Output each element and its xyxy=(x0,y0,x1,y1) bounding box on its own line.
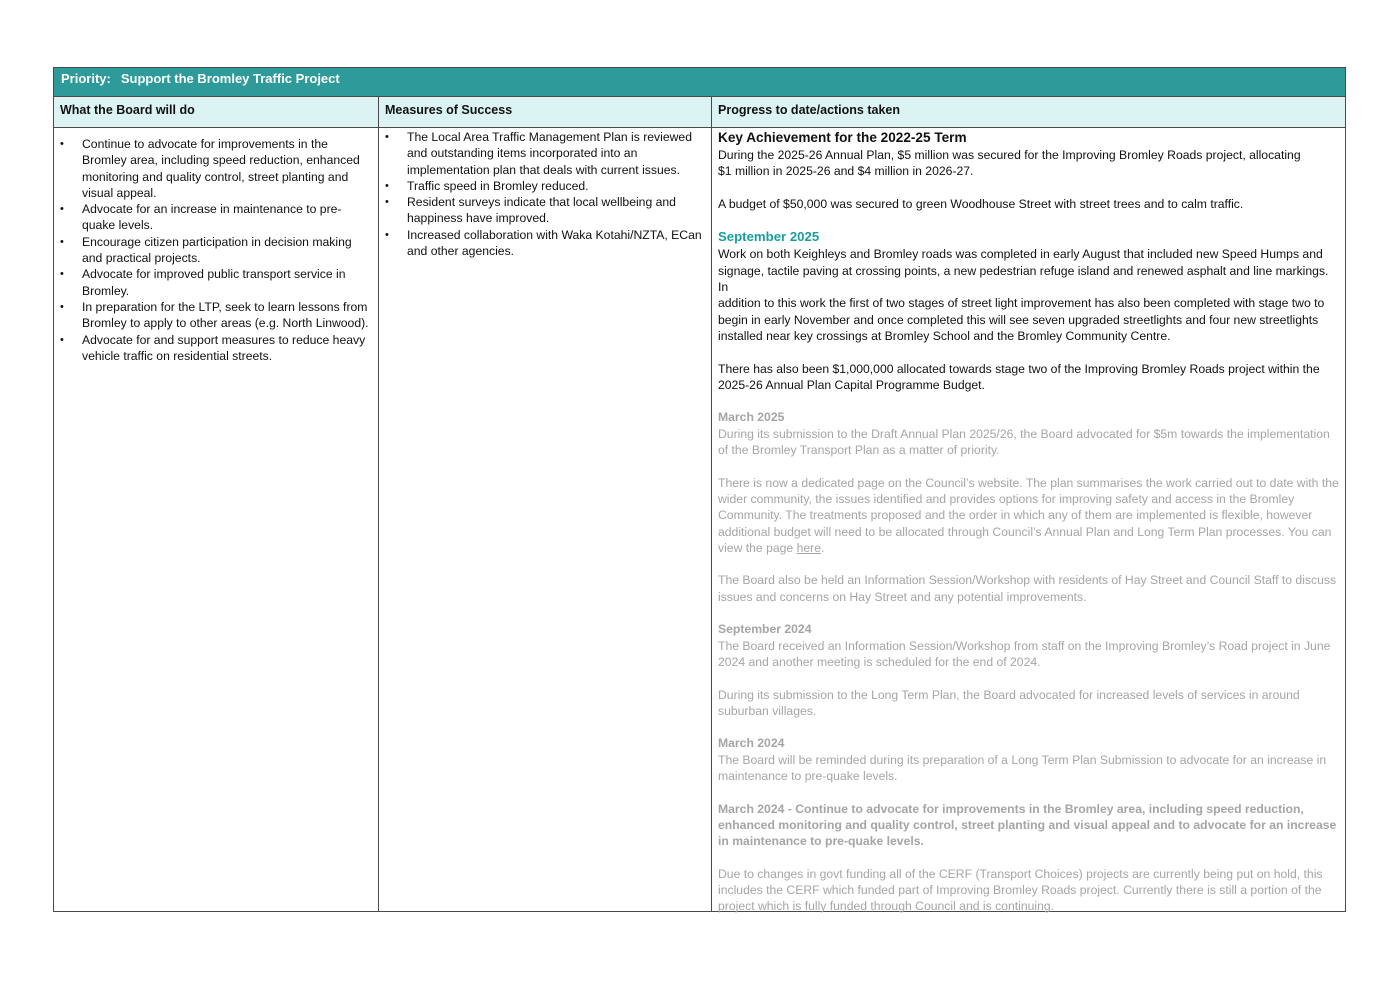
text-line: $1 million in 2025-26 and $4 million in 2026-27. xyxy=(718,164,974,179)
text-line: enhanced monitoring and quality control, street planting and visual appeal and to advocate for an increase xyxy=(718,817,1337,832)
text-line: view the page xyxy=(718,540,797,555)
text-line: signage, tactile paving at crossing points, a new pedestrian refuge island and renewed asphalt and line markings. In xyxy=(718,263,1329,295)
measures-list xyxy=(379,129,707,259)
key-achievement-text xyxy=(718,147,1339,180)
header-measures-of-success: Measures of Success xyxy=(379,97,712,127)
list-item: • Continue to advocate for improvements in the Bromley area, including speed reduction, enhanced monitoring and quality control, street planting and visual appeal. xyxy=(54,136,374,201)
list-item: • Resident surveys indicate that local wellbeing and happiness have improved. xyxy=(379,194,707,227)
text-line: There has also been $1,000,000 allocated towards stage two of the Improving Bromley Roads project within the xyxy=(718,361,1320,376)
board-actions-cell xyxy=(54,128,379,911)
header-what-board-will-do: What the Board will do xyxy=(54,97,379,127)
text-line: 2025-26 Annual Plan Capital Programme Budget. xyxy=(718,377,985,392)
council-website-text xyxy=(718,475,1339,556)
text-line: in maintenance to pre-quake levels. xyxy=(718,834,924,849)
text-line: begin in early November and once completed this will see seven upgraded streetlights and four new streetlights xyxy=(718,312,1319,327)
measures-cell xyxy=(379,128,712,911)
september-2024-text xyxy=(718,638,1339,671)
september-2024-heading: September 2024 xyxy=(718,622,812,637)
text-line: During its submission to the Long Term Plan, the Board advocated for increased levels of services in around xyxy=(718,687,1300,702)
long-term-plan-text xyxy=(718,687,1339,720)
september-2025-heading: September 2025 xyxy=(718,229,820,245)
march-2024-advocacy-text xyxy=(718,801,1339,850)
text-line: addition to this work the first of two stages of street light improvement has also been completed with stage two to xyxy=(718,296,1325,311)
list-item: • In preparation for the LTP, seek to learn lessons from Bromley to apply to other areas (e.g. North Linwood). xyxy=(54,299,374,332)
text-line: During its submission to the Draft Annual Plan 2025/26, the Board advocated for $5m towards the implementation xyxy=(718,426,1330,441)
previous-updates xyxy=(718,409,1339,914)
list-item: • Encourage citizen participation in decision making and practical projects. xyxy=(54,234,374,267)
table-body-row xyxy=(54,128,1345,914)
text-line: suburban villages. xyxy=(718,703,817,718)
text-line: issues and concerns on Hay Street and any potential improvements. xyxy=(718,589,1087,604)
text-line: 2024 and another meeting is scheduled for the end of 2024. xyxy=(718,654,1041,669)
hay-street-text xyxy=(718,572,1339,605)
list-item: • Advocate for and support measures to reduce heavy vehicle traffic on residential streets. xyxy=(54,332,374,365)
text-line: The Board will be reminded during its preparation of a Long Term Plan Submission to advocate for an increase in xyxy=(718,752,1327,767)
text-line: The Board received an Information Session/Workshop from staff on the Improving Bromley’s Road project in June xyxy=(718,638,1331,653)
text-line: additional budget will need to be allocated through Council’s Annual Plan and Long Term Plan processes. You can xyxy=(718,524,1332,539)
text-line: Due to changes in govt funding all of the CERF (Transport Choices) projects are currently being put on hold, this xyxy=(718,866,1323,881)
stage-two-funding-text xyxy=(718,361,1339,394)
cerf-funding-text xyxy=(718,866,1339,915)
text-line: wider community, the issues identified and provides options for improving safety and access in the Bromley xyxy=(718,491,1295,506)
september-2025-text xyxy=(718,246,1339,344)
woodhouse-street-text: A budget of $50,000 was secured to green Woodhouse Street with street trees and to calm traffic. xyxy=(718,196,1244,211)
text-line: Community. The treatments proposed and the order in which any of them are implemented is flexible, however xyxy=(718,508,1313,523)
text-line: maintenance to pre-quake levels. xyxy=(718,768,898,783)
progress-cell xyxy=(712,128,1345,914)
text-line: There is now a dedicated page on the Council’s website. The plan summarises the work carried out to date with the xyxy=(718,475,1339,490)
list-item: • The Local Area Traffic Management Plan is reviewed and outstanding items incorporated into an implementation plan that deals with current issues. xyxy=(379,129,707,178)
list-item: • Traffic speed in Bromley reduced. xyxy=(379,178,707,194)
list-item: • Advocate for improved public transport service in Bromley. xyxy=(54,266,374,299)
header-progress: Progress to date/actions taken xyxy=(718,103,901,117)
text-line: includes the CERF which funded part of Improving Bromley Roads project. Currently there is still a portion of the xyxy=(718,883,1322,898)
march-2025-text xyxy=(718,426,1339,459)
priority-banner xyxy=(54,68,1345,97)
text-line: . xyxy=(821,540,825,555)
key-achievement-heading: Key Achievement for the 2022-25 Term xyxy=(718,130,967,145)
text-line: installed near key crossings at Bromley School and the Bromley Community Centre. xyxy=(718,328,1171,343)
priority-table xyxy=(53,67,1346,912)
march-2025-heading: March 2025 xyxy=(718,410,785,425)
board-actions-list xyxy=(54,136,374,364)
list-item: • Increased collaboration with Waka Kotahi/NZTA, ECan and other agencies. xyxy=(379,227,707,260)
text-line: Work on both Keighleys and Bromley roads was completed in early August that included new Speed Humps and xyxy=(718,247,1323,262)
priority-label: Priority: xyxy=(61,71,111,86)
text-line: March 2024 - Continue to advocate for improvements in the Bromley area, including speed reduction, xyxy=(718,801,1304,816)
march-2024-text xyxy=(718,752,1339,785)
here-link[interactable]: here xyxy=(796,540,822,555)
text-line: During the 2025-26 Annual Plan, $5 million was secured for the Improving Bromley Roads project, allocating xyxy=(718,148,1301,162)
text-line: of the Bromley Transport Plan as a matter of priority. xyxy=(718,443,1000,458)
text-line: project which is fully funded through Council and is continuing. xyxy=(718,899,1055,914)
text-line: The Board also be held an Information Session/Workshop with residents of Hay Street and Council Staff to discuss xyxy=(718,573,1337,588)
list-item: • Advocate for an increase in maintenance to pre-quake levels. xyxy=(54,201,374,234)
column-header-row xyxy=(54,97,1345,128)
march-2024-heading: March 2024 xyxy=(718,736,785,751)
priority-title: Support the Bromley Traffic Project xyxy=(120,71,340,86)
